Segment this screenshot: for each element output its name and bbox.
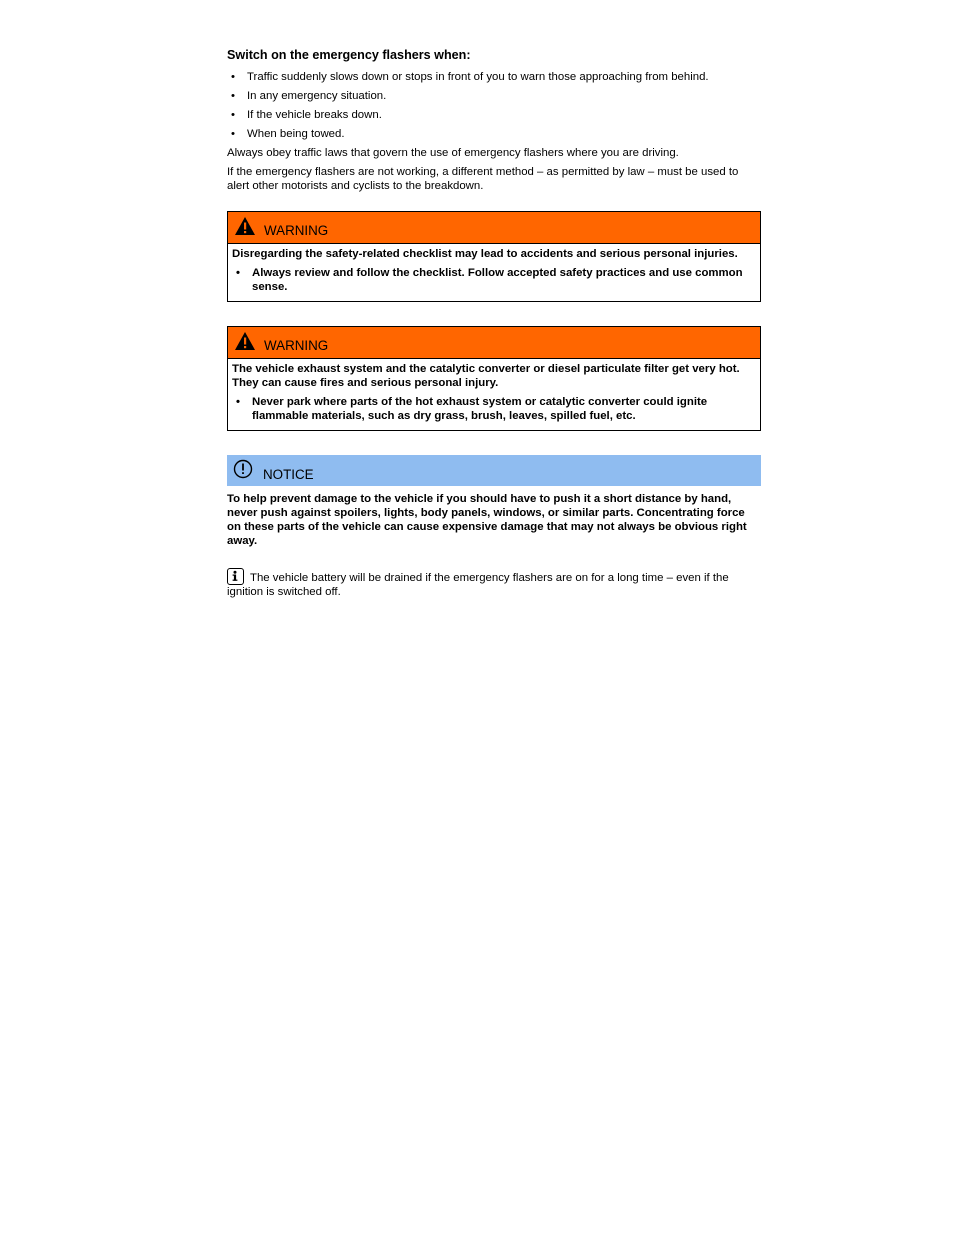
warning-text: Disregarding the safety-related checklist may lead to accidents and serious personal injuries. <box>232 248 738 260</box>
warning-body <box>228 244 760 301</box>
info-note <box>227 568 761 599</box>
notice-header <box>227 455 761 486</box>
body-paragraph: If the emergency flashers are not working, a different method – as permitted by law – must be used to alert other motorists and cyclists to the breakdown. <box>227 166 739 192</box>
bullet-glyph: • <box>236 396 240 408</box>
notice-label: NOTICE <box>263 466 314 482</box>
warning-label: WARNING <box>264 222 329 238</box>
bullet-glyph: • <box>231 90 235 102</box>
warning-bullet: • Always review and follow the checklist. Follow accepted safety practices and use common sense. <box>236 267 743 293</box>
warning-box-checklist <box>227 211 761 302</box>
body-paragraph: Always obey traffic laws that govern the use of emergency flashers where you are driving. <box>227 147 679 159</box>
notice-text: To help prevent damage to the vehicle if you should have to push it a short distance by hand, never push against spoilers, lights, body panels, windows, or similar parts. Concentrating force on these parts of the vehicle can cause expensive damage that may not always be obvious right away. <box>227 493 747 547</box>
warning-header <box>228 327 760 359</box>
warning-body <box>228 359 760 430</box>
bullet-glyph: • <box>231 128 235 140</box>
warning-bullet: • Never park where parts of the hot exhaust system or catalytic converter could ignite flammable materials, such as dry grass, brush, leaves, spilled fuel, etc. <box>236 396 708 422</box>
warning-triangle-icon <box>234 331 256 355</box>
info-icon <box>227 568 244 585</box>
list-item: • When being towed. <box>231 128 345 140</box>
list-item: • If the vehicle breaks down. <box>231 109 382 121</box>
warning-text: The vehicle exhaust system and the catalytic converter or diesel particulate filter get very hot. They can cause fires and serious personal injury. <box>232 363 740 389</box>
warning-triangle-icon <box>234 216 256 240</box>
warning-label: WARNING <box>264 337 329 353</box>
bullet-glyph: • <box>231 109 235 121</box>
list-item: • In any emergency situation. <box>231 90 387 102</box>
bullet-glyph: • <box>236 267 240 279</box>
bullet-glyph: • <box>231 71 235 83</box>
flasher-conditions-list <box>227 70 761 141</box>
notice-exclamation-icon <box>233 459 253 483</box>
manual-page-content <box>227 48 761 610</box>
warning-header <box>228 212 760 244</box>
warning-box-exhaust <box>227 326 761 431</box>
info-text: The vehicle battery will be drained if the emergency flashers are on for a long time – even if the ignition is switched off. <box>227 572 729 598</box>
list-item: • Traffic suddenly slows down or stops in front of you to warn those approaching from behind. <box>231 71 709 83</box>
section-heading: Switch on the emergency flashers when: <box>227 48 471 62</box>
